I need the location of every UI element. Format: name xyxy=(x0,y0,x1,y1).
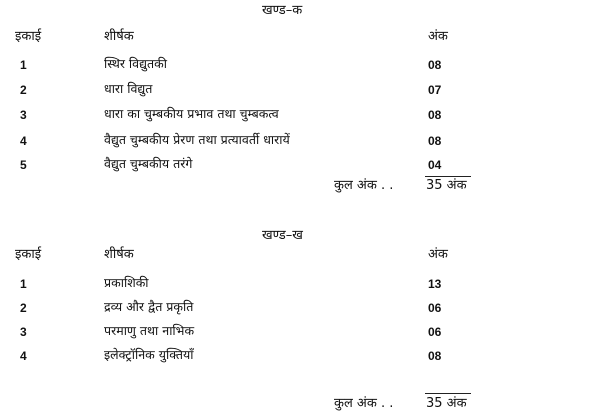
section-b-total-rule xyxy=(425,393,471,394)
unit-number: 3 xyxy=(20,108,27,122)
marks-value: 06 xyxy=(428,325,442,339)
section-a-total-label: कुल अंक . . xyxy=(334,178,394,193)
topic-title: परमाणु तथा नाभिक xyxy=(104,323,195,338)
marks-value: 13 xyxy=(428,277,442,291)
section-a-total-value: 35 अंक xyxy=(426,178,467,193)
topic-title: द्रव्य और द्वैत प्रकृति xyxy=(104,299,194,314)
section-a-topic-header: शीर्षक xyxy=(104,29,134,44)
topic-title: वैद्युत चुम्बकीय प्रेरण तथा प्रत्यावर्ती धारायें xyxy=(104,132,290,147)
marks-value: 06 xyxy=(428,301,442,315)
section-b-total-value: 35 अंक xyxy=(426,396,467,411)
section-a-marks-header: अंक xyxy=(428,29,448,44)
section-a-title: खण्ड–क xyxy=(262,3,303,18)
section-b-topic-header: शीर्षक xyxy=(104,247,134,262)
section-b-total-label: कुल अंक . . xyxy=(334,396,394,411)
topic-title: इलेक्ट्रॉनिक युक्तियाँ xyxy=(104,347,194,362)
topic-title: धारा का चुम्बकीय प्रभाव तथा चुम्बकत्व xyxy=(104,106,279,121)
section-b-marks-header: अंक xyxy=(428,247,448,262)
section-a-total-rule xyxy=(425,176,471,177)
section-a-unit-header: इकाई xyxy=(15,29,42,44)
unit-number: 4 xyxy=(20,134,27,148)
unit-number: 3 xyxy=(20,325,27,339)
topic-title: प्रकाशिकी xyxy=(104,275,149,290)
marks-value: 08 xyxy=(428,108,442,122)
unit-number: 1 xyxy=(20,277,27,291)
unit-number: 1 xyxy=(20,58,27,72)
section-b-title: खण्ड–ख xyxy=(262,228,303,243)
unit-number: 5 xyxy=(20,158,27,172)
unit-number: 4 xyxy=(20,349,27,363)
topic-title: वैद्युत चुम्बकीय तरंगे xyxy=(104,156,193,171)
marks-value: 08 xyxy=(428,134,442,148)
topic-title: स्थिर विद्युतकी xyxy=(104,56,167,71)
marks-value: 04 xyxy=(428,158,442,172)
section-b-unit-header: इकाई xyxy=(15,247,42,262)
unit-number: 2 xyxy=(20,301,27,315)
marks-value: 08 xyxy=(428,58,442,72)
topic-title: धारा विद्युत xyxy=(104,81,153,96)
marks-value: 08 xyxy=(428,349,442,363)
marks-value: 07 xyxy=(428,83,442,97)
unit-number: 2 xyxy=(20,83,27,97)
